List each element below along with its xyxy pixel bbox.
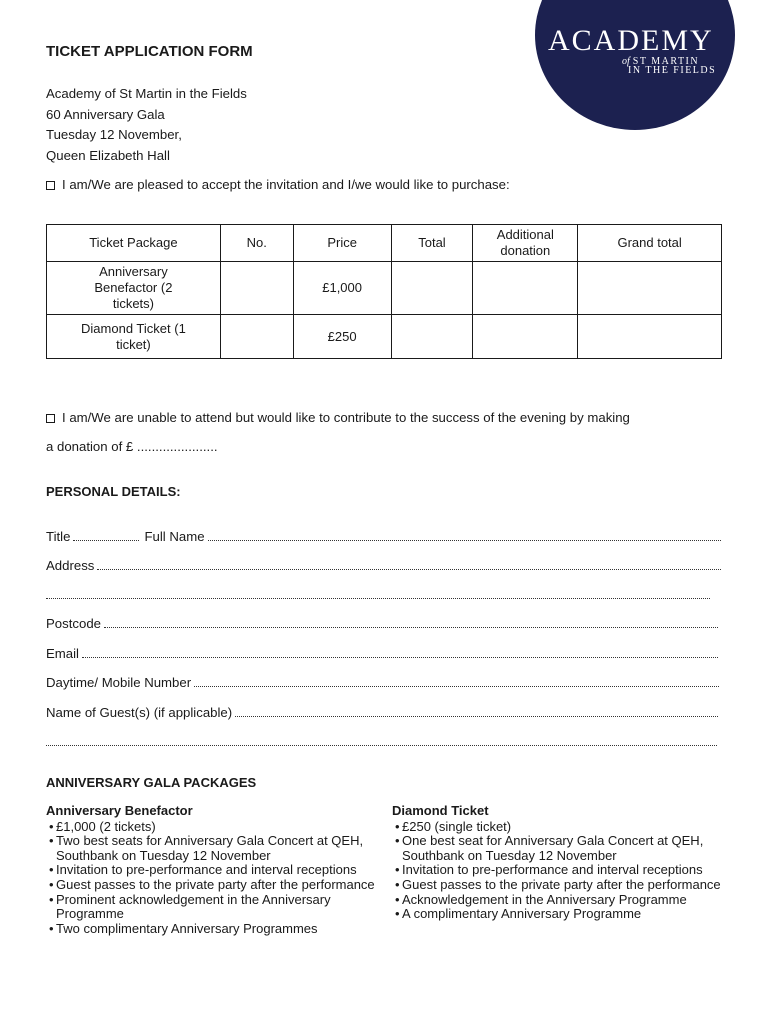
address-line-2: [46, 584, 710, 602]
list-item: • Guest passes to the private party after the performance: [46, 878, 382, 893]
table-row: [47, 315, 722, 359]
package-cell: Anniversary Benefactor (2 tickets): [47, 262, 221, 315]
header-ticket-package: Ticket Package: [47, 225, 221, 262]
ticket-table: [46, 224, 722, 359]
diamond-title: Diamond Ticket: [392, 803, 489, 818]
accept-option: [46, 177, 510, 192]
address-input[interactable]: [97, 568, 721, 570]
price-cell: £250: [293, 315, 391, 359]
phone-label: Daytime/ Mobile Number: [46, 675, 192, 690]
personal-details-heading: PERSONAL DETAILS:: [46, 484, 181, 499]
title-name-field: [46, 526, 721, 544]
list-item: • Guest passes to the private party after the performance: [392, 878, 732, 893]
guests-input[interactable]: [235, 715, 718, 717]
event-line-name: 60 Anniversary Gala: [46, 106, 165, 122]
grand-total-cell[interactable]: [578, 262, 722, 315]
title-input[interactable]: [73, 539, 139, 541]
price-cell: £1,000: [293, 262, 391, 315]
email-field: [46, 643, 718, 661]
diamond-package: [392, 804, 732, 922]
table-header-row: [47, 225, 722, 262]
table-row: [47, 262, 722, 315]
full-name-input[interactable]: [208, 539, 721, 541]
list-item: • A complimentary Anniversary Programme: [392, 907, 732, 922]
email-label: Email: [46, 646, 79, 661]
header-price: Price: [293, 225, 391, 262]
total-cell[interactable]: [391, 262, 473, 315]
benefactor-list: [46, 820, 382, 937]
list-item: • Invitation to pre-performance and interval receptions: [46, 863, 382, 878]
no-cell[interactable]: [220, 262, 293, 315]
list-item: • Prominent acknowledgement in the Anniversary Programme: [46, 893, 382, 922]
list-item: • Invitation to pre-performance and interval receptions: [392, 863, 732, 878]
list-item: • Acknowledgement in the Anniversary Programme: [392, 893, 732, 908]
form-title: TICKET APPLICATION FORM: [46, 43, 253, 60]
address-field: [46, 555, 721, 573]
accept-label: I am/We are pleased to accept the invitation and I/we would like to purchase:: [62, 177, 510, 192]
no-cell[interactable]: [220, 315, 293, 359]
decline-option: [46, 410, 630, 425]
header-no: No.: [220, 225, 293, 262]
address-label: Address: [46, 558, 95, 573]
donation-cell[interactable]: [473, 262, 578, 315]
event-line-date: Tuesday 12 November,: [46, 127, 182, 143]
postcode-input[interactable]: [104, 626, 718, 628]
guests-input-2[interactable]: [46, 744, 717, 746]
postcode-label: Postcode: [46, 616, 101, 631]
header-grand-total: Grand total: [578, 225, 722, 262]
donation-amount-line[interactable]: a donation of £ ......................: [46, 439, 218, 454]
guests-field: [46, 702, 718, 720]
postcode-field: [46, 613, 718, 631]
logo-wordmark: ACADEMY: [548, 24, 714, 57]
logo-subline-2: IN THE FIELDS: [628, 65, 717, 76]
address-input-2[interactable]: [46, 597, 710, 599]
benefactor-title: Anniversary Benefactor: [46, 803, 193, 818]
full-name-label: Full Name: [144, 529, 205, 544]
logo-of: of: [622, 56, 630, 67]
list-item: • Two best seats for Anniversary Gala Concert at QEH, Southbank on Tuesday 12 November: [46, 834, 382, 863]
accept-checkbox[interactable]: [46, 181, 55, 190]
event-line-organisation: Academy of St Martin in the Fields: [46, 86, 247, 101]
title-label: Title: [46, 529, 71, 544]
benefactor-package: [46, 804, 382, 936]
logo-st-martin: ST MARTIN: [632, 56, 700, 67]
packages-heading: ANNIVERSARY GALA PACKAGES: [46, 775, 257, 790]
total-cell[interactable]: [391, 315, 473, 359]
header-additional-donation: Additional donation: [473, 225, 578, 262]
diamond-list: [392, 820, 732, 922]
decline-label: I am/We are unable to attend but would like to contribute to the success of the evening by making: [62, 410, 630, 425]
list-item: • One best seat for Anniversary Gala Concert at QEH, Southbank on Tuesday 12 November: [392, 834, 732, 863]
event-details: [46, 84, 247, 167]
decline-checkbox[interactable]: [46, 414, 55, 423]
phone-field: [46, 672, 719, 690]
header-total: Total: [391, 225, 473, 262]
event-line-venue: Queen Elizabeth Hall: [46, 148, 170, 164]
list-item: • £1,000 (2 tickets): [46, 820, 382, 835]
list-item: • Two complimentary Anniversary Programmes: [46, 922, 382, 937]
donation-cell[interactable]: [473, 315, 578, 359]
guests-label: Name of Guest(s) (if applicable): [46, 705, 233, 720]
package-cell: Diamond Ticket (1 ticket): [47, 315, 221, 359]
list-item: • £250 (single ticket): [392, 820, 732, 835]
guests-line-2: [46, 731, 717, 749]
email-input[interactable]: [82, 656, 718, 658]
phone-input[interactable]: [194, 685, 719, 687]
grand-total-cell[interactable]: [578, 315, 722, 359]
